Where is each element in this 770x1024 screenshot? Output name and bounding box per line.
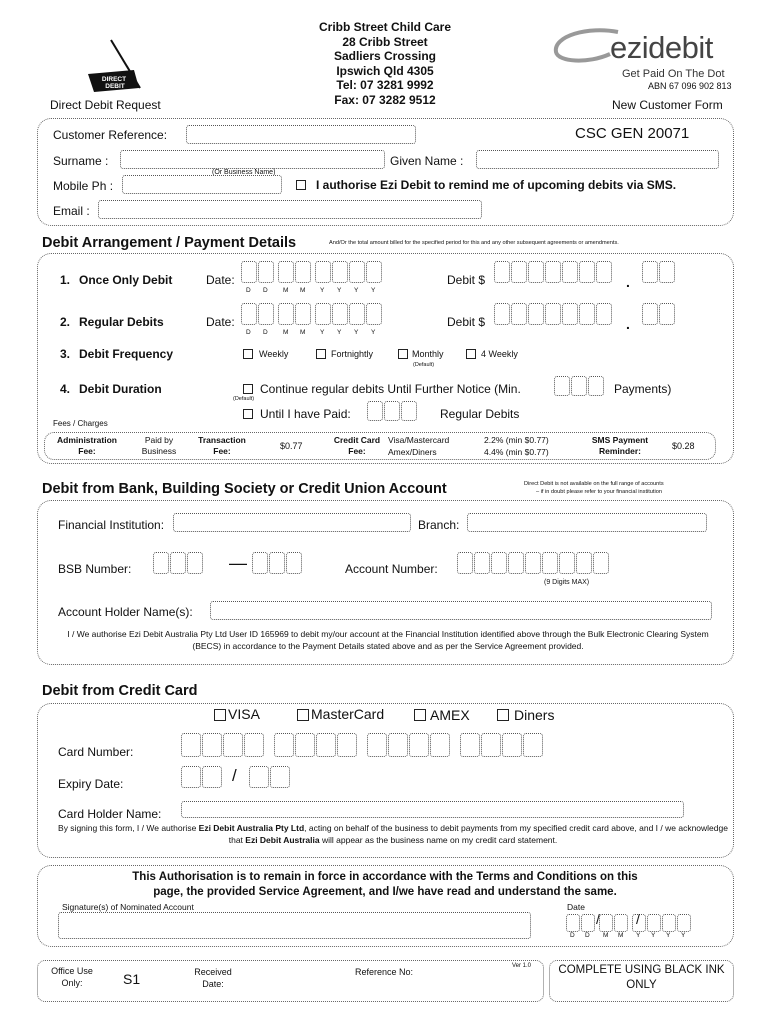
until-paid-box-2[interactable]	[384, 401, 400, 421]
authorisation-line-1: This Authorisation is to remain in force in accordance with the Terms and Conditions on this	[132, 871, 638, 883]
cc-type-1: Visa/Mastercard	[388, 435, 450, 445]
card-visa-checkbox[interactable]	[214, 709, 226, 721]
signature-date-letter: D	[570, 932, 575, 939]
card-mastercard-checkbox[interactable]	[297, 709, 309, 721]
bank-authorisation-text: I / We authorise Ezi Debit Australia Pty Ltd User ID 165969 to debit my/our account at the Financial Institution identified above through the Bulk Electronic Clearing System (BECS) in accordance to the Payment Details stated above and as per the Service Agreement provided.	[67, 629, 709, 651]
bsb-label: BSB Number:	[58, 562, 132, 576]
card-auth-part-d: Ezi Debit Australia	[245, 835, 320, 845]
sig-date-label: Date	[567, 902, 585, 912]
regular-amount-box[interactable]	[511, 303, 527, 325]
signature-date-box[interactable]	[614, 914, 628, 932]
account-number-label: Account Number:	[345, 562, 438, 576]
direct-debit-logo	[78, 38, 148, 94]
office-use-value: S1	[123, 971, 141, 987]
org-city: Ipswich Qld 4305	[336, 63, 434, 78]
card-number-box[interactable]	[274, 733, 294, 757]
once-amount-box[interactable]	[562, 261, 578, 283]
regular-date-label: Date:	[206, 315, 235, 329]
sig-date-slash-1: /	[596, 911, 600, 927]
continue-debits-label: Continue regular debits Until Further Notice (Min.	[260, 382, 521, 396]
once-date-letter: D	[263, 287, 268, 294]
signature-date-letter: Y	[681, 932, 686, 939]
once-date-box[interactable]	[332, 261, 348, 283]
card-auth-part-b: Ezi Debit Australia Pty Ltd	[198, 823, 305, 833]
digits-note: (9 Digits MAX)	[544, 579, 590, 586]
once-date-label: Date:	[206, 273, 235, 287]
signature-date-letter: Y	[666, 932, 671, 939]
regular-date-box[interactable]	[315, 303, 331, 325]
org-street: 28 Cribb Street	[342, 34, 428, 49]
until-paid-box-1[interactable]	[367, 401, 383, 421]
sms-fee-value: $0.28	[672, 441, 695, 451]
continue-debits-checkbox[interactable]	[243, 384, 253, 394]
regular-date-box[interactable]	[349, 303, 365, 325]
arrangement-title: Debit Arrangement / Payment Details	[42, 235, 297, 251]
branch-label: Branch:	[418, 518, 460, 532]
card-number-box[interactable]	[502, 733, 522, 757]
sms-consent-checkbox[interactable]	[296, 180, 306, 190]
continue-default-note: (Default)	[233, 396, 255, 402]
once-date-box[interactable]	[315, 261, 331, 283]
once-date-box[interactable]	[258, 261, 274, 283]
regular-date-letter: Y	[354, 329, 359, 336]
dd-logo-line1: DIRECT	[101, 76, 127, 83]
expiry-month-box[interactable]	[202, 766, 222, 788]
freq-4weekly-label: 4 Weekly	[481, 349, 518, 359]
once-date-box[interactable]	[241, 261, 257, 283]
email-input[interactable]	[98, 200, 482, 219]
regular-amount-box[interactable]	[562, 303, 578, 325]
account-number-box[interactable]	[525, 552, 541, 574]
regular-date-letter: Y	[371, 329, 376, 336]
regular-amount-box[interactable]	[596, 303, 612, 325]
item-4-label: Debit Duration	[79, 382, 162, 396]
item-1-label: Once Only Debit	[79, 273, 173, 287]
abn: ABN 67 096 902 813	[648, 81, 732, 91]
freq-weekly-label: Weekly	[259, 349, 289, 359]
email-label: Email :	[53, 204, 90, 218]
regular-debit-label: Debit $	[447, 315, 486, 329]
office-use-box	[37, 960, 544, 1002]
once-date-box[interactable]	[349, 261, 365, 283]
expiry-label: Expiry Date:	[58, 777, 124, 791]
office-use-label: Office Use Only:	[51, 966, 93, 988]
card-number-box[interactable]	[430, 733, 450, 757]
card-holder-label: Card Holder Name:	[58, 807, 162, 821]
card-authorisation-text	[58, 822, 728, 846]
transaction-fee-label: Transaction Fee:	[198, 435, 246, 456]
bsb-second-box[interactable]	[286, 552, 302, 574]
item-1-num: 1.	[60, 273, 71, 287]
expiry-year-box[interactable]	[249, 766, 269, 788]
once-date-letter: Y	[371, 287, 376, 294]
signature-input[interactable]	[58, 912, 531, 939]
expiry-month-box[interactable]	[181, 766, 201, 788]
given-name-label: Given Name :	[390, 154, 464, 168]
card-auth-part-a: By signing this form, I / We authorise	[58, 823, 199, 833]
payments-label: Payments)	[614, 382, 672, 396]
once-date-letter: Y	[337, 287, 342, 294]
once-date-letter: M	[300, 287, 306, 294]
surname-input[interactable]	[120, 150, 385, 169]
bsb-second-box[interactable]	[269, 552, 285, 574]
cents-box[interactable]	[659, 303, 675, 325]
card-number-box[interactable]	[202, 733, 222, 757]
once-amount-box[interactable]	[511, 261, 527, 283]
cc-rate-2: 4.4% (min $0.77)	[484, 447, 549, 457]
once-date-letter: M	[283, 287, 289, 294]
card-number-box[interactable]	[244, 733, 264, 757]
fi-input[interactable]	[173, 513, 411, 532]
ink-note: COMPLETE USING BLACK INK ONLY	[558, 964, 725, 991]
card-number-label: Card Number:	[58, 745, 134, 759]
fees-title: Fees / Charges	[53, 419, 108, 428]
freq-monthly-checkbox[interactable]	[398, 349, 408, 359]
signature-date-letter: D	[585, 932, 590, 939]
card-amex-checkbox[interactable]	[414, 709, 426, 721]
authorisation-text	[60, 870, 710, 900]
bsb-second-box[interactable]	[252, 552, 268, 574]
org-name: Cribb Street Child Care	[318, 20, 452, 34]
regular-date-letter: M	[283, 329, 289, 336]
bsb-dash: —	[229, 553, 247, 573]
cc-fee-label: Credit Card Fee:	[333, 435, 381, 456]
signature-date-box[interactable]	[566, 914, 580, 932]
cents-box[interactable]	[642, 261, 658, 283]
once-debit-label: Debit $	[447, 273, 486, 287]
org-tel: Tel: 07 3281 9992	[336, 78, 434, 92]
fi-label: Financial Institution:	[58, 518, 165, 532]
bank-note-2: – if in doubt please refer to your financial institution	[536, 489, 662, 495]
freq-weekly-checkbox[interactable]	[243, 349, 253, 359]
regular-amount-box[interactable]	[528, 303, 544, 325]
regular-date-box[interactable]	[241, 303, 257, 325]
once-decimal-point: .	[626, 274, 630, 290]
bsb-first-box[interactable]	[187, 552, 203, 574]
ezidebit-tagline: Get Paid On The Dot	[622, 68, 725, 80]
regular-decimal-point: .	[626, 316, 630, 332]
cc-type-2: Amex/Diners	[388, 447, 437, 457]
once-amount-box[interactable]	[545, 261, 561, 283]
account-number-box[interactable]	[542, 552, 558, 574]
item-2-label: Regular Debits	[79, 315, 164, 329]
item-4-num: 4.	[60, 382, 71, 396]
arrangement-note: And/Or the total amount billed for the specified period for this and any other subsequent agreements or amendments.	[329, 240, 619, 246]
org-address	[300, 20, 470, 107]
until-paid-checkbox[interactable]	[243, 409, 253, 419]
until-paid-label: Until I have Paid:	[260, 407, 351, 421]
admin-fee-label: Administration Fee:	[57, 435, 117, 456]
org-fax: Fax: 07 3282 9512	[334, 92, 436, 107]
regular-debits-label: Regular Debits	[440, 407, 520, 421]
received-date-label: Received Date:	[194, 967, 232, 989]
signature-date-letter: M	[618, 932, 624, 939]
card-number-box[interactable]	[481, 733, 501, 757]
customer-reference-label: Customer Reference:	[53, 128, 168, 142]
account-number-box[interactable]	[491, 552, 507, 574]
sig-date-slash-2: /	[636, 911, 640, 927]
once-date-letter: Y	[320, 287, 325, 294]
min-payments-box-1[interactable]	[554, 376, 570, 396]
given-name-input[interactable]	[476, 150, 719, 169]
signature-date-box[interactable]	[581, 914, 595, 932]
signature-date-letter: Y	[651, 932, 656, 939]
cents-box[interactable]	[642, 303, 658, 325]
cc-rate-1: 2.2% (min $0.77)	[484, 435, 549, 445]
form-title: New Customer Form	[612, 98, 723, 112]
bsb-first-box[interactable]	[153, 552, 169, 574]
card-mastercard-label: MasterCard	[311, 706, 385, 722]
mobile-input[interactable]	[122, 175, 282, 194]
once-amount-box[interactable]	[596, 261, 612, 283]
bsb-first-box[interactable]	[170, 552, 186, 574]
once-date-box[interactable]	[295, 261, 311, 283]
account-number-box[interactable]	[508, 552, 524, 574]
authorisation-line-2: page, the provided Service Agreement, and I/we have read and understand the same.	[153, 886, 617, 898]
regular-date-letter: M	[300, 329, 306, 336]
card-number-box[interactable]	[460, 733, 480, 757]
once-date-box[interactable]	[278, 261, 294, 283]
card-visa-label: VISA	[228, 706, 260, 722]
card-auth-part-c: , acting on behalf of the business to debit payments from my specified credit card above, and I / we acknowledge that	[228, 823, 728, 845]
account-number-box[interactable]	[559, 552, 575, 574]
regular-date-box[interactable]	[278, 303, 294, 325]
regular-date-box[interactable]	[295, 303, 311, 325]
account-holder-label: Account Holder Name(s):	[58, 605, 193, 619]
once-date-box[interactable]	[366, 261, 382, 283]
customer-code: CSC GEN 20071	[575, 125, 690, 142]
until-paid-box-3[interactable]	[401, 401, 417, 421]
account-holder-input[interactable]	[210, 601, 712, 620]
card-title: Debit from Credit Card	[42, 683, 198, 699]
card-number-box[interactable]	[388, 733, 408, 757]
sms-consent-label: I authorise Ezi Debit to remind me of upcoming debits via SMS.	[316, 178, 677, 192]
regular-date-letter: Y	[320, 329, 325, 336]
regular-amount-box[interactable]	[579, 303, 595, 325]
freq-4weekly-checkbox[interactable]	[466, 349, 476, 359]
item-2-num: 2.	[60, 315, 71, 329]
card-number-box[interactable]	[367, 733, 387, 757]
regular-date-box[interactable]	[366, 303, 382, 325]
once-amount-box[interactable]	[494, 261, 510, 283]
freq-default-note: (Default)	[413, 362, 435, 368]
account-number-box[interactable]	[576, 552, 592, 574]
org-suburb: Sadliers Crossing	[333, 49, 437, 63]
version: Ver 1.0	[512, 963, 532, 969]
min-payments-box-3[interactable]	[588, 376, 604, 396]
once-date-letter: Y	[354, 287, 359, 294]
signature-date-box[interactable]	[662, 914, 676, 932]
signature-date-box[interactable]	[647, 914, 661, 932]
cents-box[interactable]	[659, 261, 675, 283]
reference-label: Reference No:	[354, 967, 414, 977]
card-number-box[interactable]	[316, 733, 336, 757]
regular-date-box[interactable]	[332, 303, 348, 325]
dd-logo-line2: DEBIT	[105, 83, 125, 90]
sms-fee-label: SMS Payment Reminder:	[591, 435, 649, 456]
regular-date-letter: D	[263, 329, 268, 336]
ezidebit-logo: ezidebit	[610, 30, 713, 65]
card-holder-input[interactable]	[181, 801, 684, 818]
signature-date-box[interactable]	[599, 914, 613, 932]
card-number-box[interactable]	[181, 733, 201, 757]
account-number-box[interactable]	[593, 552, 609, 574]
business-name-note: (Or Business Name)	[212, 169, 276, 176]
surname-label: Surname :	[53, 154, 109, 168]
account-number-box[interactable]	[457, 552, 473, 574]
regular-amount-box[interactable]	[545, 303, 561, 325]
once-date-letter: D	[246, 287, 251, 294]
item-3-label: Debit Frequency	[79, 347, 174, 361]
regular-date-box[interactable]	[258, 303, 274, 325]
transaction-fee-value: $0.77	[280, 441, 303, 451]
card-diners-label: Diners	[514, 707, 555, 723]
regular-date-letter: Y	[337, 329, 342, 336]
bank-title: Debit from Bank, Building Society or Credit Union Account	[42, 481, 447, 497]
bank-note-1: Direct Debit is not available on the full range of accounts	[524, 481, 664, 487]
branch-input[interactable]	[467, 513, 707, 532]
freq-monthly-label: Monthly	[412, 349, 444, 359]
card-auth-part-e: will appear as the business name on my credit card statement.	[319, 835, 558, 845]
signature-label: Signature(s) of Nominated Account	[62, 902, 194, 912]
card-number-box[interactable]	[523, 733, 543, 757]
freq-fortnightly-label: Fortnightly	[331, 349, 374, 359]
account-number-box[interactable]	[474, 552, 490, 574]
once-amount-box[interactable]	[528, 261, 544, 283]
card-diners-checkbox[interactable]	[497, 709, 509, 721]
mobile-label: Mobile Ph :	[53, 179, 114, 193]
item-3-num: 3.	[60, 347, 71, 361]
signature-date-box[interactable]	[677, 914, 691, 932]
admin-fee-value: Paid by Business	[141, 435, 177, 456]
left-title: Direct Debit Request	[50, 98, 161, 112]
expiry-slash: /	[232, 766, 237, 785]
expiry-year-box[interactable]	[270, 766, 290, 788]
card-number-box[interactable]	[409, 733, 429, 757]
regular-date-letter: D	[246, 329, 251, 336]
once-amount-box[interactable]	[579, 261, 595, 283]
regular-amount-box[interactable]	[494, 303, 510, 325]
freq-fortnightly-checkbox[interactable]	[316, 349, 326, 359]
card-number-box[interactable]	[223, 733, 243, 757]
min-payments-box-2[interactable]	[571, 376, 587, 396]
signature-date-letter: M	[603, 932, 609, 939]
customer-reference-input[interactable]	[186, 125, 416, 144]
signature-date-letter: Y	[636, 932, 641, 939]
card-number-box[interactable]	[295, 733, 315, 757]
card-amex-label: AMEX	[430, 707, 470, 723]
card-number-box[interactable]	[337, 733, 357, 757]
